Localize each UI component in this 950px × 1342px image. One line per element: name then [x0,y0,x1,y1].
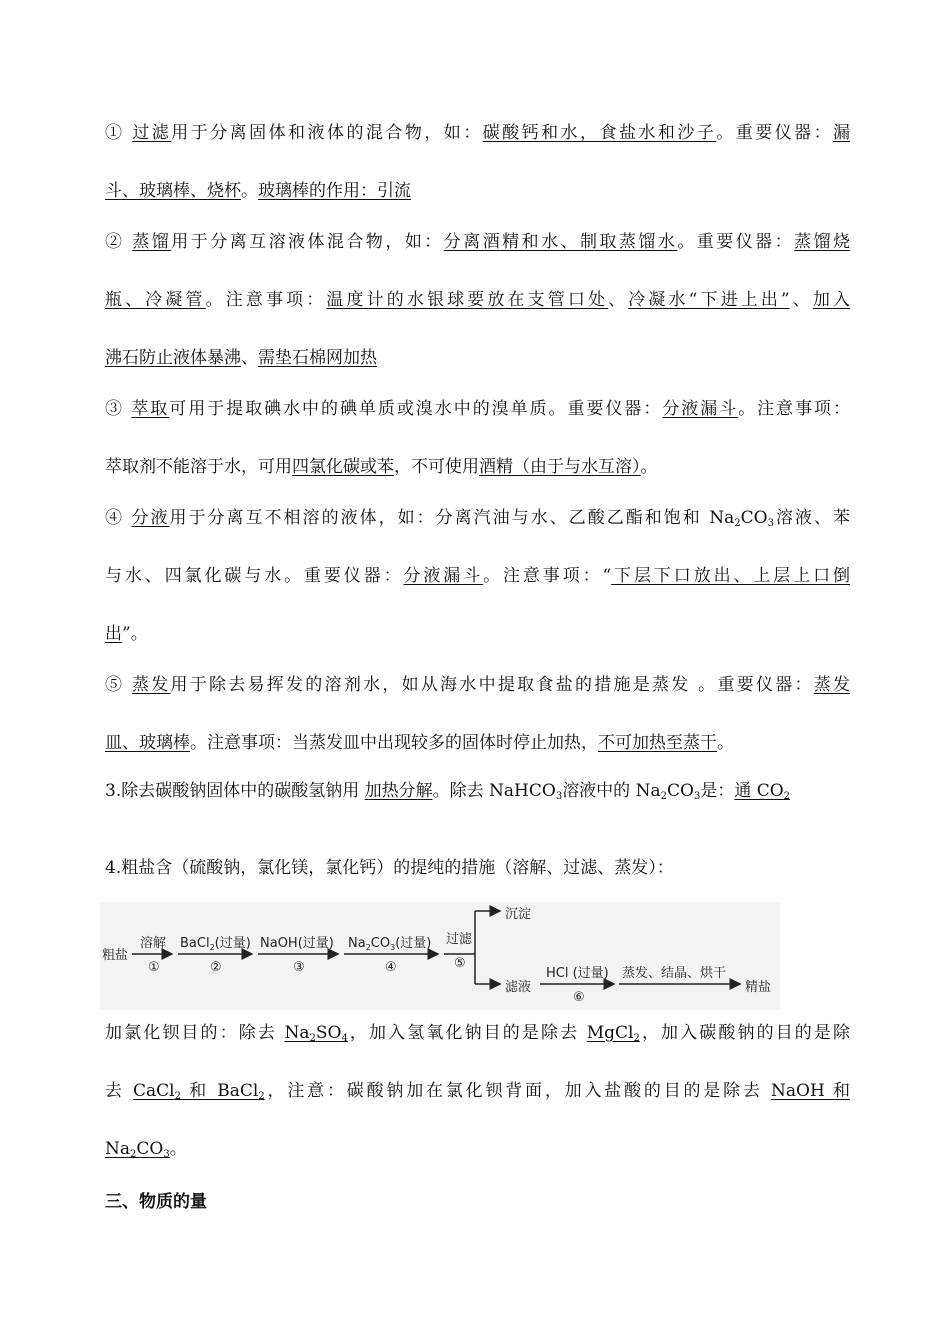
circled-1: ① [105,123,133,143]
step5-label: 过滤 [446,932,473,947]
solvent: 酒精（由于与水互溶） [479,457,641,477]
instrument: 蒸馏烧 [794,232,850,252]
removed-naoh: NaOH 和 [771,1081,850,1101]
p2-line3 [105,347,850,369]
instrument: 分液漏斗 [662,399,739,419]
note: 温度计的水银球要放在支管口处 [326,290,609,310]
text: 。 [640,457,658,477]
text: 4.粗盐含（硫酸钠，氯化镁，氯化钙）的提纯的措施（溶解、过滤、蒸发）： [105,858,674,878]
text: 。重要仪器： [716,123,834,143]
instrument: 斗、玻璃棒、烧杯 [105,181,241,201]
note: 需垫石棉网加热 [258,348,377,368]
text: 。注意事项：当蒸发皿中出现较多的固体时停止加热， [190,733,598,753]
text: CO [740,508,768,528]
circled-4: ④ [105,508,132,528]
filtrate-label: 滤液 [505,980,532,995]
step4-number: ④ [385,960,397,975]
note: 下层下口放出、上层上口倒 [611,566,850,586]
text: 。 [717,733,734,753]
crude-salt-label: 粗盐 [102,948,129,963]
text: 萃取剂不能溶于水，可用 [105,457,292,477]
precipitate-label: 沉淀 [505,907,532,922]
text: 溶液、苯 [773,508,850,528]
text: 3.除去碳酸钠固体中的碳酸氢钠用 [105,781,365,801]
text: ，不可使用 [394,457,479,477]
subscript: 2 [734,518,741,529]
note: 冷凝水“下进上出” [628,290,790,310]
text: 用于除去易挥发的溶剂水，如从海水中提取食盐的措施是蒸发 。重要仪器： [170,675,814,695]
text: 用于分离互不相溶的液体，如：分离汽油与水、乙酸乙酯和饱和 Na [169,508,735,528]
p3-line1 [105,398,850,420]
item4-line [105,857,850,879]
subscript: 3 [767,518,774,529]
example: 分离酒精和水、制取蒸馏水 [443,232,678,252]
instrument: 皿、玻璃棒 [105,733,190,753]
removed-na2co3: $Na_2CO_3$ [105,1139,170,1160]
p2-line2 [105,289,850,311]
term-distillation: 蒸馏 [132,232,172,252]
text: 用于分离互溶液体混合物，如： [171,232,444,252]
step6-label: HCl (过量) [546,966,609,981]
step2-label: BaCl$_2$(过量) [180,936,251,952]
p4-line1 [105,507,850,529]
text: 去 [105,1081,134,1101]
term-filtration: 过滤 [132,123,172,143]
term-extraction: 萃取 [131,399,170,419]
step1-number: ① [148,960,160,975]
text: ，注意：碳酸钠加在氯化钡背面，加入盐酸的目的是除去 [264,1081,772,1101]
circled-3: ③ [105,399,132,419]
text: ”。 [122,624,148,644]
instrument: 蒸发 [813,675,850,695]
subscript: 2 [783,791,791,802]
step1-label: 溶解 [140,936,167,951]
method [734,781,790,801]
section-heading: 三、物质的量 [105,1192,207,1212]
subscript: 2 [660,791,667,802]
step3-number: ③ [293,960,305,975]
circled-2: ② [105,232,133,252]
text: 、 [241,348,258,368]
text: 通 CO [734,781,784,801]
refined-salt-label: 精盐 [745,980,772,995]
step7-label: 蒸发、结晶、烘干 [622,966,727,981]
p2-line1 [105,231,850,253]
text: 可用于提取碘水中的碘单质或溴水中的溴单质。重要仪器： [169,399,663,419]
instrument: 分液漏斗 [403,566,484,586]
note: 出 [105,624,122,644]
subscript: 3 [555,791,563,802]
removed-cacl2-bacl2: CaCl$_2$ 和 BaCl$_2$ [133,1081,265,1102]
step4-label: $Na_2CO_3$(过量) [348,936,432,952]
text: 溶液中的 Na [562,781,661,801]
text: 用于分离固体和液体的混合物，如： [171,123,483,143]
text: 、 [608,290,629,310]
reagent-line1 [105,1022,850,1044]
step2-number: ② [210,960,222,975]
term-separation: 分液 [131,508,170,528]
text: 加氯化钡目的：除去 [105,1023,285,1043]
text: 。除去 NaHCO [432,781,556,801]
purification-flowchart [100,902,780,1010]
text: 、 [789,290,813,310]
reagent-line2 [105,1080,850,1102]
p1-line1 [105,122,850,144]
text: 。注意事项： [205,290,327,310]
step5-number: ⑤ [454,956,466,971]
p4-line3 [105,623,850,645]
method: 加热分解 [364,781,433,801]
text: ，加入碳酸钠的目的是除 [639,1023,850,1043]
step3-label: NaOH(过量) [260,936,334,951]
text: ，加入氢氧化钠目的是除去 [347,1023,587,1043]
step6-number: ⑥ [573,990,585,1005]
p5-line1 [105,674,850,696]
term-evaporation: 蒸发 [131,675,171,695]
note: 玻璃棒的作用：引流 [258,181,411,201]
p1-line2 [105,180,850,202]
circled-5: ⑤ [105,675,132,695]
item3-line [105,780,850,802]
p3-line2 [105,456,850,478]
flow-arrows [100,902,780,1010]
text: 。重要仪器： [677,232,795,252]
subscript: 3 [693,791,701,802]
text: 。 [169,1139,187,1159]
text: 是： [700,781,735,801]
text: 。 [241,181,258,201]
text: 。注意事项：“ [483,566,612,586]
instrument: 瓶、冷凝管 [105,290,206,310]
example: 碳酸钙和水，食盐水和沙子 [482,123,717,143]
p5-line2 [105,732,850,754]
text: 。注意事项： [738,399,850,419]
text: 与水、四氯化碳与水。重要仪器： [105,566,404,586]
note: 沸石防止液体暴沸 [105,348,241,368]
note: 加入 [812,290,850,310]
solvent: 四氯化碳或苯 [292,457,394,477]
reagent-line3 [105,1138,850,1160]
p4-line2 [105,565,850,587]
removed-mgcl2: MgCl$_2$ [586,1023,640,1044]
note: 不可加热至蒸干 [598,733,717,753]
text: CO [666,781,694,801]
instrument: 漏 [833,123,850,143]
removed-na2so4: $Na_2SO_4$ [284,1023,348,1044]
